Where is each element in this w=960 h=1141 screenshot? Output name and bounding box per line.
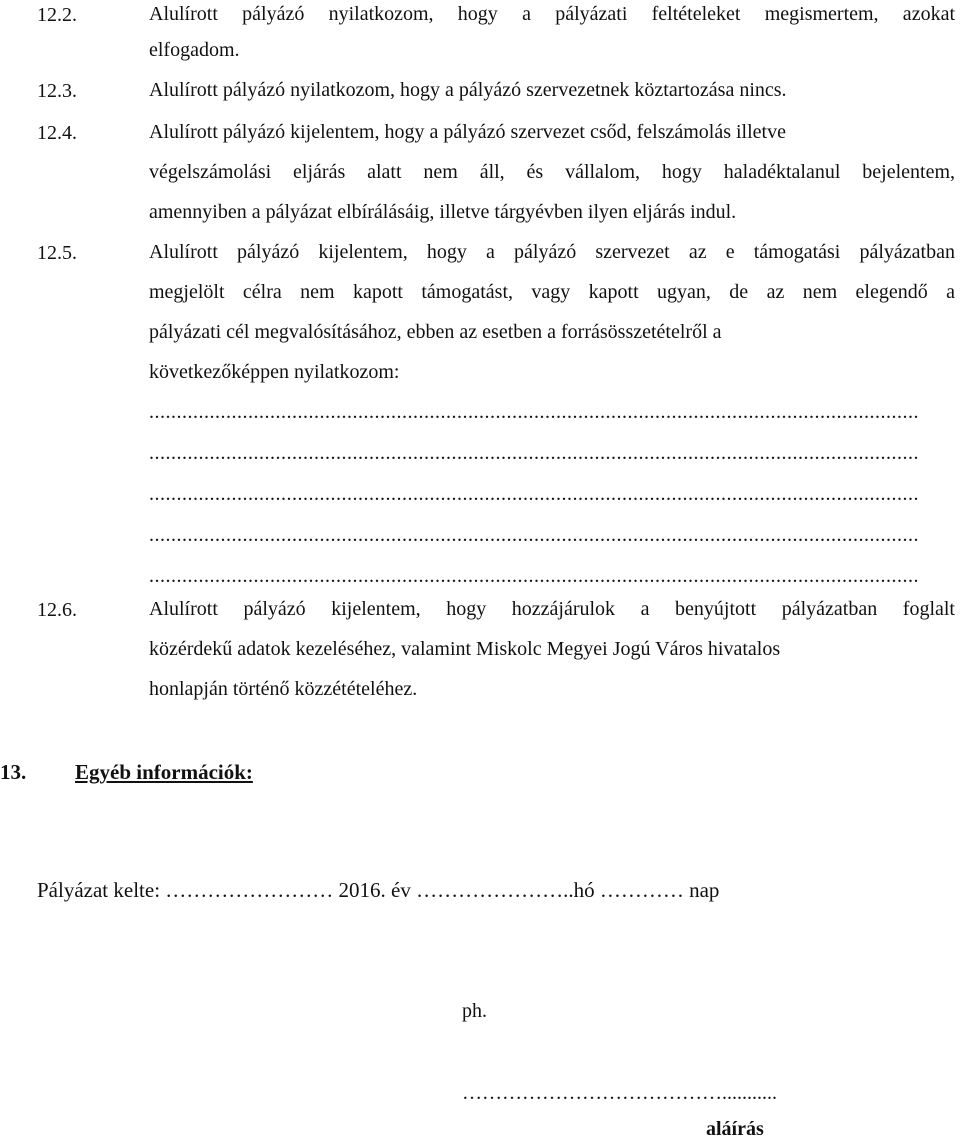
item-text-line: elfogadom. [149, 39, 240, 61]
section-number: 13. [0, 760, 27, 784]
item-number: 12.5. [37, 242, 77, 264]
application-date-line[interactable]: Pályázat kelte: …………………… 2016. év …………………..hó ………… nap [37, 878, 720, 902]
item-text-line: Alulírott pályázó kijelentem, hogy a pályázó szervezet az e támogatási pályázatban [149, 241, 955, 263]
fill-in-dotted-line[interactable]: ............................................................................................................................................ [149, 443, 919, 463]
item-number: 12.6. [37, 599, 77, 621]
fill-in-dotted-line[interactable]: ............................................................................................................................................ [149, 402, 919, 422]
item-number: 12.4. [37, 122, 77, 144]
item-text-line: következőképpen nyilatkozom: [149, 361, 400, 383]
item-text-line: Alulírott pályázó kijelentem, hogy a pályázó szervezet csőd, felszámolás illetve [149, 121, 786, 143]
item-text-line: pályázati cél megvalósításához, ebben az esetben a forrásösszetételről a [149, 321, 722, 343]
item-text-line: végelszámolási eljárás alatt nem áll, és vállalom, hogy haladéktalanul bejelentem, [149, 161, 955, 183]
item-number: 12.3. [37, 80, 77, 102]
item-text-line: Alulírott pályázó kijelentem, hogy hozzájárulok a benyújtott pályázatban foglalt [149, 598, 955, 620]
item-text-line: honlapján történő közzétételéhez. [149, 678, 418, 700]
item-text-line: megjelölt célra nem kapott támogatást, vagy kapott ugyan, de az nem elegendő a [149, 281, 955, 303]
signature-label: aláírás [706, 1118, 764, 1140]
item-text-line: Alulírott pályázó nyilatkozom, hogy a pályázó szervezetnek köztartozása nincs. [149, 79, 787, 101]
fill-in-dotted-line[interactable]: ............................................................................................................................................ [149, 484, 919, 504]
item-number: 12.2. [37, 4, 77, 26]
item-text-line: közérdekű adatok kezeléséhez, valamint Miskolc Megyei Jogú Város hivatalos [149, 638, 781, 660]
item-text-line: amennyiben a pályázat elbírálásáig, illetve tárgyévben ilyen eljárás indul. [149, 201, 737, 223]
stamp-placeholder: ph. [462, 1000, 487, 1022]
fill-in-dotted-line[interactable]: ............................................................................................................................................ [149, 525, 919, 545]
section-title: Egyéb információk: [75, 760, 253, 784]
item-text-line: Alulírott pályázó nyilatkozom, hogy a pályázati feltételeket megismertem, azokat [149, 3, 955, 25]
signature-line[interactable]: …………………………………........... [462, 1082, 777, 1104]
fill-in-dotted-line[interactable]: ............................................................................................................................................ [149, 566, 919, 586]
